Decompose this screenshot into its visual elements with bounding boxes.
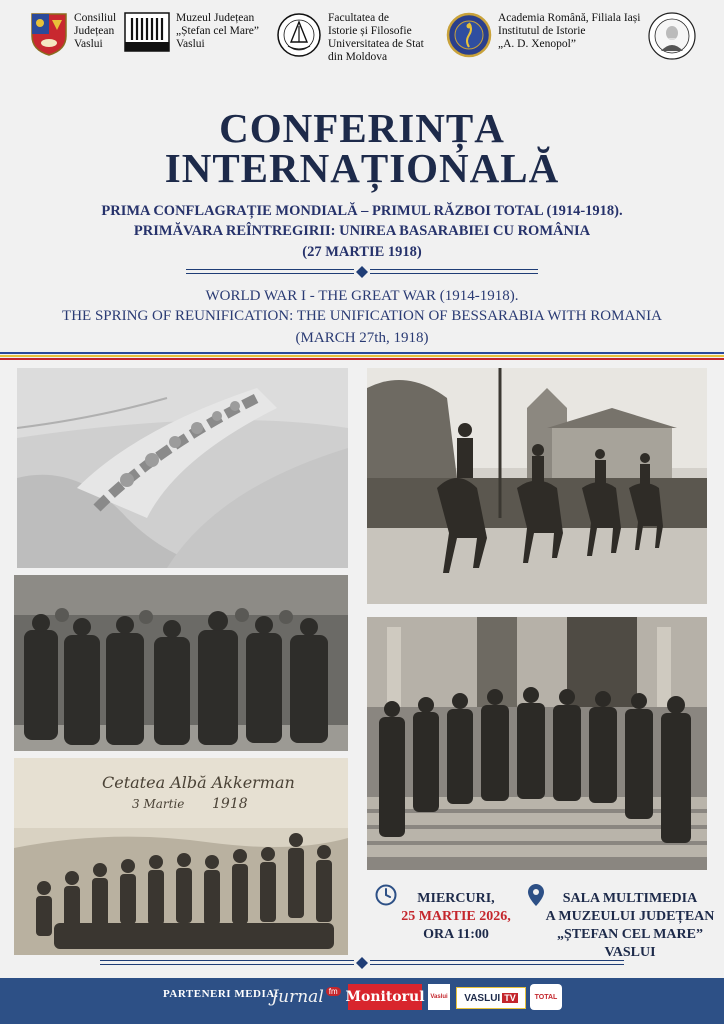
xenopol-logo — [647, 11, 697, 61]
county-crest-icon — [30, 12, 68, 56]
faculty-logo — [276, 12, 424, 64]
county-council-name — [74, 12, 116, 51]
event-time: ORA 11:00 — [423, 927, 489, 942]
title-line-2: INTERNAȚIONALĂ — [164, 145, 560, 191]
ceremony-steps-photo — [367, 617, 707, 870]
photo-caption-line: Cetatea Albă Akkerman — [102, 773, 295, 792]
subtitle-en-line: (MARCH 27th, 1918) — [295, 330, 429, 346]
tricolor-rule-yellow — [0, 355, 724, 357]
tricolor-rule-blue — [0, 352, 724, 354]
event-day: MIERCURI, — [417, 891, 495, 906]
logo-line: Vaslui — [176, 38, 205, 50]
soldiers-group-photo — [14, 575, 348, 751]
subtitle-ro-line: PRIMA CONFLAGRAȚIE MONDIALĂ – PRIMUL RĂZBOI TOTAL (1914-1918). — [101, 203, 623, 219]
logo-line: Universitatea de Stat — [328, 38, 424, 50]
venue-line: „ȘTEFAN CEL MARE” VASLUI — [557, 927, 703, 960]
title-line-1: CONFERINȚA — [219, 105, 505, 151]
museum-logo — [124, 12, 259, 52]
county-council-logo — [30, 12, 116, 56]
mjsmv-logo-icon — [124, 12, 170, 52]
ornamental-divider — [186, 267, 538, 279]
logo-line: Consiliul — [74, 12, 117, 24]
partner-name: VASLUI — [464, 992, 501, 1004]
diamond-icon — [356, 957, 368, 969]
logo-line: Județean — [74, 25, 115, 37]
photo-caption-line: 1918 — [212, 796, 248, 812]
event-date: 25 MARTIE 2026, — [401, 909, 511, 924]
ornamental-divider — [100, 958, 624, 970]
faculty-seal-icon — [276, 12, 322, 58]
partner-name: Jurnal — [271, 987, 324, 1007]
logo-line: „Ștefan cel Mare” — [176, 25, 260, 37]
partner-badge: TV — [504, 993, 516, 1003]
subtitle-en-line: WORLD WAR I - THE GREAT WAR (1914-1918). — [205, 288, 519, 304]
subtitle-en-line: THE SPRING OF REUNIFICATION: THE UNIFICATION OF BESSARABIA WITH ROMANIA — [62, 308, 662, 324]
cetatea-alba-photo — [14, 758, 348, 955]
logo-line: Vaslui — [74, 38, 103, 50]
faculty-name — [328, 12, 424, 64]
partners-label: PARTENERI MEDIA: — [163, 988, 279, 1000]
partner-logos-header — [0, 0, 724, 78]
subtitle-ro-line: PRIMĂVARA REÎNTREGIRII: UNIREA BASARABIEI CU ROMÂNIA — [133, 223, 591, 239]
academy-seal-icon — [446, 12, 492, 58]
logo-line: Academia Română, Filiala Iași — [498, 12, 641, 24]
venue-line: SALA MULTIMEDIA — [562, 891, 698, 906]
logo-line: Facultatea de — [328, 12, 389, 24]
academy-name — [498, 12, 640, 51]
logo-line: Muzeul Județean — [176, 12, 255, 24]
clock-icon — [375, 884, 397, 906]
logo-line: Istorie și Filosofie — [328, 25, 412, 37]
trench-photo — [17, 368, 348, 568]
partner-logo-monitorul — [345, 984, 425, 1010]
tricolor-rule-red — [0, 358, 724, 360]
photo-caption-line: 3 Martie — [132, 797, 185, 811]
diamond-icon — [356, 266, 368, 278]
subtitle-ro-line: (27 MARTIE 1918) — [302, 244, 422, 260]
logo-line: „A. D. Xenopol” — [498, 38, 576, 50]
event-venue — [540, 890, 720, 962]
xenopol-portrait-icon — [647, 11, 697, 61]
partner-name: Vaslui — [430, 994, 448, 1000]
venue-line: A MUZEULUI JUDEȚEAN — [545, 909, 715, 924]
event-date-time — [396, 890, 516, 944]
logo-line: Institutul de Istorie — [498, 25, 586, 37]
academy-logo — [446, 12, 640, 58]
partner-logo-total — [530, 984, 562, 1010]
logo-line: din Moldova — [328, 51, 388, 63]
partner-name: Monitorul — [345, 989, 425, 1005]
museum-name — [176, 12, 259, 51]
partner-badge: fm — [326, 987, 341, 996]
partner-logo-vaslui — [428, 984, 450, 1010]
partner-name: TOTAL — [534, 993, 558, 1001]
cavalry-parade-photo — [367, 368, 707, 604]
partner-logo-jurnal — [272, 984, 340, 1010]
partner-logo-vaslui-tv — [456, 987, 526, 1009]
